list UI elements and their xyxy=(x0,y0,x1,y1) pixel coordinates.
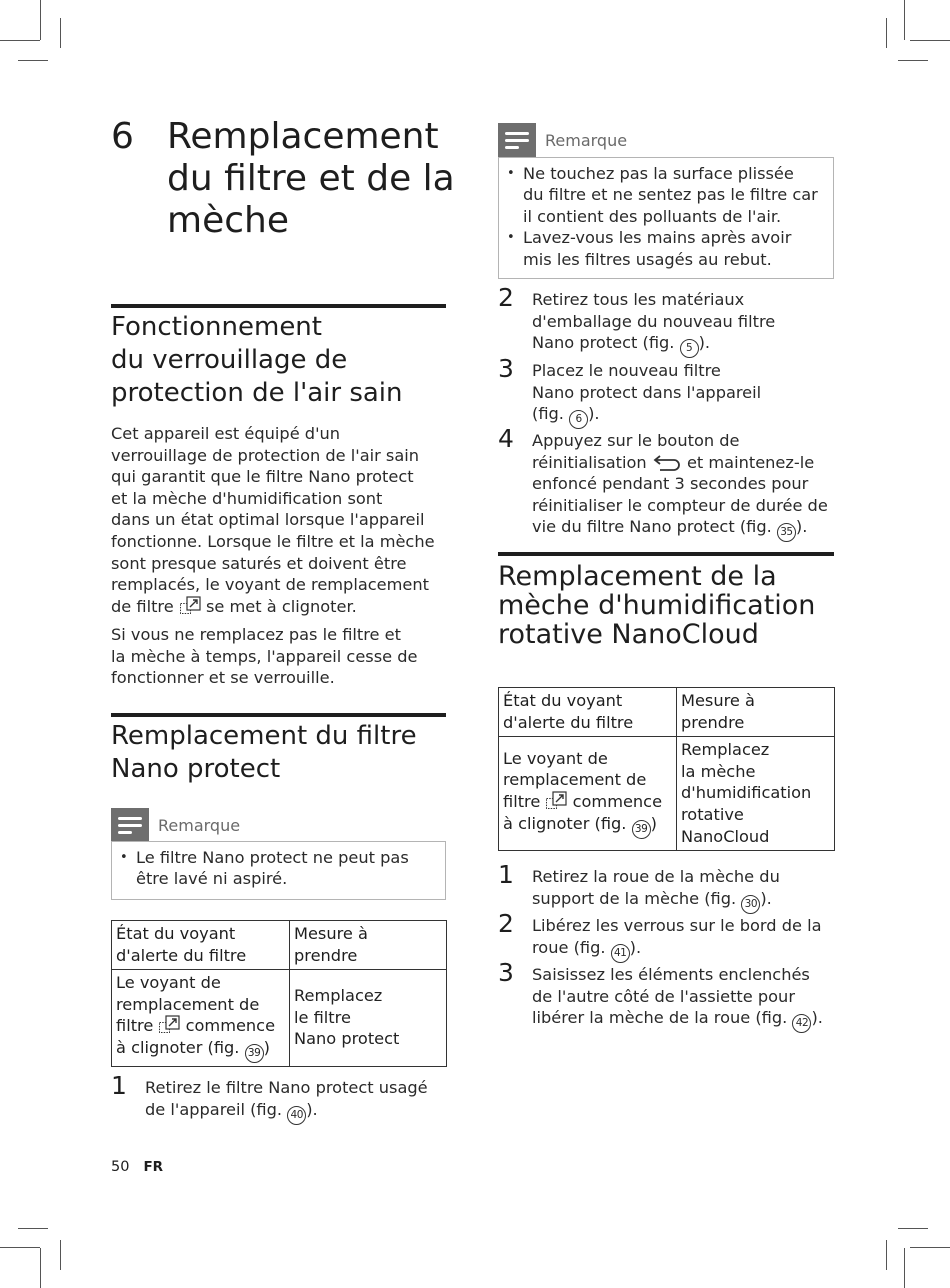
table-header-row xyxy=(499,688,835,737)
text-line xyxy=(532,937,834,963)
table-row xyxy=(499,737,835,851)
step-item xyxy=(111,1071,447,1125)
text-fragment: filtre xyxy=(503,791,541,811)
crop-mark xyxy=(18,1228,48,1229)
note-box xyxy=(498,157,834,279)
step-item xyxy=(498,424,834,542)
heading-line: Remplacement du filtre xyxy=(111,721,417,751)
text-line xyxy=(532,452,834,474)
crop-mark xyxy=(910,1247,950,1248)
text-line: État du voyant xyxy=(116,924,236,943)
text-line: qui garantit que le filtre Nano protect xyxy=(111,467,414,487)
text-line: Libérez les verrous sur le bord de la xyxy=(532,916,822,935)
table-cell-status xyxy=(112,970,290,1067)
crop-mark xyxy=(898,60,928,61)
text-line: rotative xyxy=(681,804,744,824)
text-line: État du voyant xyxy=(503,691,623,710)
note-label: Remarque xyxy=(158,815,241,835)
step-text xyxy=(532,430,834,542)
crop-mark xyxy=(0,1247,40,1248)
text-line: enfoncé pendant 3 secondes pour xyxy=(532,474,809,494)
bullet-icon: • xyxy=(507,230,515,246)
step-number: 2 xyxy=(498,283,514,312)
text-line: remplacement de xyxy=(503,770,647,790)
text-fragment: roue (fig. xyxy=(532,937,606,957)
heading-line: rotative NanoCloud xyxy=(498,619,759,650)
note-icon xyxy=(498,123,536,157)
step-number: 4 xyxy=(498,424,514,453)
text-fragment: ). xyxy=(698,333,711,353)
step-text xyxy=(532,964,834,1033)
text-fragment: ). xyxy=(306,1099,318,1119)
text-line xyxy=(532,403,834,429)
page-number: 50 xyxy=(111,1159,130,1175)
bullet-icon: • xyxy=(120,850,128,865)
step-item xyxy=(498,283,834,358)
crop-mark xyxy=(886,18,887,48)
text-line: fonctionne. Lorsque le filtre et la mèche xyxy=(111,531,435,551)
text-line: Mesure à xyxy=(294,924,368,943)
text-line: dans un état optimal lorsque l'appareil xyxy=(111,510,425,530)
text-line: fonctionner et se verrouille. xyxy=(111,668,335,688)
heading-line: Fonctionnement xyxy=(111,312,322,342)
page-footer xyxy=(111,1159,163,1175)
note-item xyxy=(120,847,435,890)
table-cell-action xyxy=(290,970,447,1067)
text-line: d'alerte du filtre xyxy=(116,945,247,965)
heading-line: protection de l'air sain xyxy=(111,378,403,408)
text-line: Appuyez sur le bouton de xyxy=(532,431,740,450)
text-line xyxy=(532,888,834,914)
text-line: Nano protect dans l'appareil xyxy=(532,382,762,402)
text-line xyxy=(116,1037,285,1063)
text-fragment: ). xyxy=(795,517,808,537)
table-row xyxy=(112,970,447,1067)
text-line: de l'autre côté de l'assiette pour xyxy=(532,986,795,1006)
figure-ref: 6 xyxy=(569,410,588,429)
filter-replace-icon xyxy=(179,596,201,616)
text-line: réinitialiser le compteur de durée de xyxy=(532,495,828,515)
text-line: verrouillage de protection de l'air sain xyxy=(111,445,420,465)
text-fragment: et maintenez-le xyxy=(686,452,815,472)
text-line xyxy=(503,813,672,839)
figure-ref: 30 xyxy=(741,895,760,914)
text-fragment: à clignoter (fig. xyxy=(503,813,627,833)
figure-ref: 39 xyxy=(632,820,651,839)
crop-mark xyxy=(18,60,48,61)
text-line xyxy=(532,332,834,358)
text-line: mis les filtres usagés au rebut. xyxy=(523,249,772,269)
text-line: Le filtre Nano protect ne peut pas xyxy=(136,848,409,867)
step-text xyxy=(532,289,834,358)
text-line: Le voyant de xyxy=(116,973,221,993)
step-item xyxy=(498,958,834,1033)
text-line: Retirez tous les matériaux xyxy=(532,290,745,309)
section-rule xyxy=(111,304,446,308)
figure-ref: 40 xyxy=(287,1106,306,1125)
text-line xyxy=(111,596,446,618)
text-fragment: ) xyxy=(263,1037,270,1057)
text-fragment: de filtre xyxy=(111,596,174,616)
text-line: Si vous ne remplacez pas le filtre et xyxy=(111,625,401,644)
note-header xyxy=(498,123,627,157)
note-item xyxy=(507,227,823,270)
text-line xyxy=(145,1099,447,1125)
table-header-row xyxy=(112,921,447,970)
text-line: Cet appareil est équipé d'un xyxy=(111,424,341,443)
text-line: sont presque saturés et doivent être xyxy=(111,553,407,573)
language-code: FR xyxy=(143,1159,164,1175)
crop-mark xyxy=(886,1240,887,1270)
figure-ref: 35 xyxy=(777,523,796,542)
table-cell-action xyxy=(677,737,835,851)
note-icon xyxy=(111,808,149,842)
chapter-number: 6 xyxy=(111,116,134,157)
table-header-action xyxy=(290,921,447,970)
text-fragment: Nano protect (fig. xyxy=(532,333,675,353)
text-line: Nano protect xyxy=(294,1029,400,1049)
chapter-title xyxy=(167,116,457,242)
text-line: remplacés, le voyant de remplacement xyxy=(111,575,429,595)
text-fragment: ) xyxy=(650,813,657,833)
heading-line: du verrouillage de xyxy=(111,345,348,375)
heading-line: Remplacement de la xyxy=(498,561,777,592)
text-fragment: filtre xyxy=(116,1016,154,1036)
text-fragment: vie du filtre Nano protect (fig. xyxy=(532,517,772,537)
figure-ref: 5 xyxy=(680,339,699,358)
crop-mark xyxy=(910,40,950,41)
heading-line: mèche d'humidification xyxy=(498,590,816,621)
wick-status-table xyxy=(498,687,835,851)
filter-replace-icon xyxy=(545,791,567,811)
text-fragment: ). xyxy=(760,888,772,908)
chapter-title-line: du filtre et de la xyxy=(167,158,455,199)
table-header-action xyxy=(677,688,835,737)
text-fragment: ). xyxy=(629,937,642,957)
lock-paragraph-1 xyxy=(111,423,446,617)
text-line: Mesure à xyxy=(681,691,755,710)
text-line: remplacement de xyxy=(116,994,260,1014)
step-item xyxy=(498,909,834,963)
crop-mark xyxy=(904,1248,905,1288)
text-fragment: de l'appareil (fig. xyxy=(145,1099,283,1119)
text-line: du filtre et ne sentez pas le filtre car xyxy=(523,185,818,205)
text-line: être lavé ni aspiré. xyxy=(136,869,288,889)
section-rule xyxy=(498,552,834,556)
text-line: Placez le nouveau filtre xyxy=(532,361,721,380)
text-line: Ne touchez pas la surface plissée xyxy=(523,164,794,183)
text-line xyxy=(503,791,672,813)
note-box xyxy=(111,841,446,900)
step-number: 3 xyxy=(498,354,514,383)
chapter-title-line: mèche xyxy=(167,200,289,241)
lock-paragraph-2 xyxy=(111,624,446,689)
text-fragment: à clignoter (fig. xyxy=(116,1037,240,1057)
heading-line: Nano protect xyxy=(111,754,281,784)
step-text xyxy=(145,1077,447,1125)
text-line: d'alerte du filtre xyxy=(503,712,634,732)
crop-mark xyxy=(40,1248,41,1288)
note-item xyxy=(507,163,823,227)
figure-ref: 41 xyxy=(611,944,630,963)
text-fragment: (fig. xyxy=(532,404,564,424)
step-number: 1 xyxy=(498,860,514,889)
text-line: Saisissez les éléments enclenchés xyxy=(532,965,810,984)
step-number: 2 xyxy=(498,909,514,938)
text-line: prendre xyxy=(681,712,745,732)
section-heading-wick xyxy=(498,562,815,649)
text-fragment: se met à clignoter. xyxy=(206,596,357,616)
table-header-status xyxy=(112,921,290,970)
text-fragment: libérer la mèche de la roue (fig. xyxy=(532,1008,788,1028)
step-number: 1 xyxy=(111,1071,127,1100)
crop-mark xyxy=(904,0,905,40)
text-line xyxy=(532,1007,834,1033)
section-heading-filter xyxy=(111,720,417,786)
figure-ref: 42 xyxy=(792,1014,811,1033)
text-line: la mèche à temps, l'appareil cesse de xyxy=(111,646,418,666)
text-line xyxy=(116,1015,285,1037)
text-fragment: ). xyxy=(811,1008,823,1028)
text-line: prendre xyxy=(294,945,358,965)
filter-status-table xyxy=(111,920,447,1067)
text-fragment: commence xyxy=(185,1016,276,1036)
step-text xyxy=(532,866,834,914)
text-line xyxy=(532,516,834,542)
filter-replace-icon xyxy=(158,1015,180,1035)
crop-mark xyxy=(60,18,61,48)
section-heading-lock xyxy=(111,311,403,410)
text-line: NanoCloud xyxy=(681,826,770,846)
text-fragment: support de la mèche (fig. xyxy=(532,888,737,908)
text-fragment: réinitialisation xyxy=(532,452,647,472)
step-text xyxy=(532,915,834,963)
text-line: il contient des polluants de l'air. xyxy=(523,206,782,226)
text-line: Le voyant de xyxy=(503,748,608,768)
crop-mark xyxy=(898,1228,928,1229)
figure-ref: 39 xyxy=(245,1044,264,1063)
reset-icon xyxy=(652,455,682,471)
text-line: le filtre xyxy=(294,1007,351,1027)
step-number: 3 xyxy=(498,958,514,987)
text-line: Retirez le filtre Nano protect usagé xyxy=(145,1078,428,1097)
crop-mark xyxy=(40,0,41,40)
text-line: Remplacez xyxy=(681,740,770,760)
text-line: d'humidification xyxy=(681,783,812,803)
crop-mark xyxy=(0,40,40,41)
table-header-status xyxy=(499,688,677,737)
text-line: et la mèche d'humidification sont xyxy=(111,488,383,508)
note-header xyxy=(111,808,240,842)
text-line: Retirez la roue de la mèche du xyxy=(532,867,780,886)
bullet-icon: • xyxy=(507,166,515,181)
chapter-title-line: Remplacement xyxy=(167,116,439,157)
step-text xyxy=(532,360,834,429)
text-line: la mèche xyxy=(681,761,756,781)
crop-mark xyxy=(60,1240,61,1270)
section-rule xyxy=(111,713,446,717)
table-cell-status xyxy=(499,737,677,851)
step-item xyxy=(498,354,834,429)
text-fragment: commence xyxy=(572,791,663,811)
text-line: Remplacez xyxy=(294,986,383,1006)
note-label: Remarque xyxy=(545,130,628,150)
text-fragment: ). xyxy=(588,404,600,424)
text-line: Lavez-vous les mains après avoir xyxy=(523,228,792,248)
step-item xyxy=(498,860,834,914)
text-line: d'emballage du nouveau filtre xyxy=(532,311,776,331)
